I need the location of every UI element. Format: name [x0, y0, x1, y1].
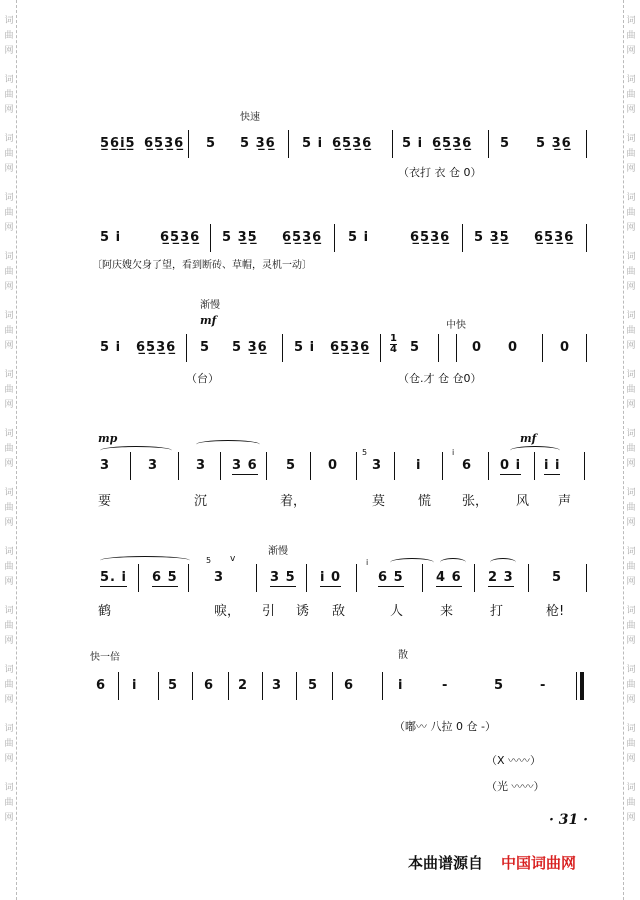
watermark-char: 曲 — [626, 208, 636, 218]
watermark-char: 网 — [4, 46, 14, 56]
watermark-char: 词 — [626, 547, 636, 557]
watermark-group — [4, 427, 13, 472]
watermark-char: 曲 — [626, 326, 636, 336]
stave-line-1 — [96, 130, 588, 160]
watermark-char: 曲 — [626, 385, 636, 395]
barline — [474, 564, 475, 592]
watermark-char: 曲 — [626, 739, 636, 749]
watermark-char: 网 — [4, 636, 14, 646]
note-group: i 0 — [320, 570, 342, 585]
barline — [586, 564, 587, 592]
watermark-group — [4, 545, 13, 590]
note-group: 6̲5̲3̲6̲ — [410, 230, 451, 245]
barline — [394, 452, 395, 480]
stave-line-6 — [96, 672, 588, 702]
watermark-char: 词 — [4, 134, 14, 144]
tempo-mark: 渐慢 — [200, 300, 220, 311]
watermark-group — [626, 14, 635, 59]
lyric: 人 — [390, 604, 404, 619]
note-group: 5 i — [348, 230, 370, 245]
watermark-char: 词 — [4, 370, 14, 380]
watermark-char: 词 — [626, 16, 636, 26]
watermark-char: 曲 — [626, 798, 636, 808]
watermark-char: 曲 — [4, 444, 14, 454]
watermark-char: 曲 — [626, 444, 636, 454]
watermark-char: 网 — [4, 813, 14, 823]
tempo-mark: 快速 — [240, 112, 260, 123]
stave-line-2 — [96, 224, 588, 254]
watermark-group — [4, 722, 13, 767]
grace-note: i — [452, 448, 455, 457]
lyric: 敌 — [332, 604, 346, 619]
lyric: 来 — [440, 604, 454, 619]
note-group: 0 — [472, 340, 483, 355]
note-group: 6̲5̲3̲6̲ — [330, 340, 371, 355]
tempo-mark: 快一倍 — [90, 652, 120, 663]
barline — [392, 130, 393, 158]
barline — [178, 452, 179, 480]
watermark-group — [626, 73, 635, 118]
stave-line-4 — [96, 448, 588, 482]
watermark-char: 曲 — [4, 267, 14, 277]
barline — [422, 564, 423, 592]
note: 3 — [196, 458, 207, 473]
barline — [534, 452, 535, 480]
stage-direction: 〔阿庆嫂欠身了望，看到断砖、草帽，灵机一动〕 — [92, 260, 312, 271]
note: 3 — [272, 678, 283, 693]
barline — [220, 452, 221, 480]
watermark-char: 网 — [626, 459, 636, 469]
barline — [228, 672, 229, 700]
watermark-char: 网 — [626, 341, 636, 351]
note: 3 — [214, 570, 225, 585]
percussion-line: （仓.才 仓 仓0） — [398, 372, 482, 385]
note: 5 — [168, 678, 179, 693]
slur — [196, 440, 260, 449]
barline — [296, 672, 297, 700]
watermark-char: 网 — [4, 695, 14, 705]
grace-note: 5 — [206, 556, 212, 565]
barline — [382, 672, 383, 700]
watermark-group — [4, 14, 13, 59]
footer-site: 中国词曲网 — [501, 854, 577, 872]
watermark-char: 网 — [626, 164, 636, 174]
barline — [438, 334, 439, 362]
watermark-group — [4, 781, 13, 826]
barline — [282, 334, 283, 362]
barline — [586, 224, 587, 252]
lyric: 唳， — [214, 604, 241, 619]
note-group: 5 i — [100, 230, 122, 245]
watermark-char: 词 — [626, 429, 636, 439]
watermark-group — [626, 604, 635, 649]
note-group: 6̲5̲3̲6̲ — [432, 136, 473, 151]
note: 3 — [100, 458, 111, 473]
watermark-group — [626, 663, 635, 708]
watermark-char: 曲 — [4, 562, 14, 572]
barline — [462, 224, 463, 252]
note-group: 2 3 — [488, 570, 514, 585]
note: 5 — [308, 678, 319, 693]
note-group: 6̲5̲3̲6̲ — [160, 230, 201, 245]
note-group: 4 6 — [436, 570, 462, 585]
final-barline — [580, 672, 584, 700]
note-group: 0 — [560, 340, 571, 355]
barline — [188, 564, 189, 592]
watermark-char: 网 — [4, 754, 14, 764]
watermark-group — [626, 427, 635, 472]
note-group: i i — [544, 458, 561, 473]
watermark-group — [4, 132, 13, 177]
note-group: 5 3̲6̲ — [536, 136, 572, 151]
watermark-char: 词 — [626, 606, 636, 616]
time-signature-bottom: 4 — [390, 344, 397, 355]
barline — [576, 672, 577, 700]
grace-note: 5 — [362, 448, 368, 457]
note-group: 5 — [200, 340, 211, 355]
watermark-char: 词 — [4, 75, 14, 85]
note: i — [416, 458, 422, 473]
watermark-char: 词 — [4, 429, 14, 439]
note-group: 5 3̲6̲ — [240, 136, 276, 151]
barline — [130, 452, 131, 480]
watermark-char: 曲 — [626, 503, 636, 513]
dynamic-mark: mf — [200, 314, 217, 327]
note: 6 — [204, 678, 215, 693]
watermark-group — [4, 191, 13, 236]
barline — [380, 334, 381, 362]
lyric: 沉 — [194, 494, 208, 509]
note: 5 — [494, 678, 505, 693]
watermark-char: 词 — [4, 16, 14, 26]
footer-credit — [408, 852, 576, 873]
lyric: 引 — [262, 604, 276, 619]
note: 2 — [238, 678, 249, 693]
note: 5 — [286, 458, 297, 473]
note: 6 — [96, 678, 107, 693]
watermark-char: 词 — [626, 665, 636, 675]
watermark-char: 网 — [626, 46, 636, 56]
watermark-group — [4, 368, 13, 413]
watermark-group — [4, 309, 13, 354]
barline — [528, 564, 529, 592]
watermark-char: 网 — [4, 459, 14, 469]
watermark-char: 词 — [4, 606, 14, 616]
barline — [584, 452, 585, 480]
barline — [192, 672, 193, 700]
note-group: 0 i — [500, 458, 522, 473]
note: 6 — [344, 678, 355, 693]
dynamic-mark: mp — [98, 432, 118, 445]
note-group: 5 — [410, 340, 421, 355]
watermark-char: 曲 — [626, 621, 636, 631]
barline — [256, 564, 257, 592]
watermark-char: 网 — [4, 518, 14, 528]
watermark-char: 词 — [4, 665, 14, 675]
watermark-char: 词 — [4, 488, 14, 498]
grace-note: i — [366, 558, 369, 567]
note-group: 5 3̲5̲ — [222, 230, 258, 245]
note-group: 6 5 — [152, 570, 178, 585]
watermark-char: 网 — [4, 223, 14, 233]
barline — [118, 672, 119, 700]
watermark-char: 网 — [626, 400, 636, 410]
lyric: 要 — [98, 494, 112, 509]
watermark-char: 网 — [626, 754, 636, 764]
tempo-mark: 渐慢 — [268, 546, 288, 557]
barline — [442, 452, 443, 480]
watermark-group — [626, 191, 635, 236]
barline — [210, 224, 211, 252]
note-group: 6̲5̲3̲6̲ — [332, 136, 373, 151]
watermark-char: 曲 — [4, 31, 14, 41]
note-group: 6̲5̲3̲6̲ — [144, 136, 185, 151]
watermark-char: 网 — [4, 577, 14, 587]
watermark-char: 曲 — [4, 326, 14, 336]
watermark-group — [626, 781, 635, 826]
watermark-char: 曲 — [4, 621, 14, 631]
note-group: 5 — [500, 136, 511, 151]
watermark-char: 网 — [4, 341, 14, 351]
watermark-char: 词 — [4, 252, 14, 262]
watermark-char: 曲 — [626, 149, 636, 159]
watermark-char: 曲 — [4, 149, 14, 159]
lyric: 枪! — [546, 604, 565, 619]
watermark-group — [4, 73, 13, 118]
right-watermark-strip — [623, 0, 638, 900]
watermark-char: 词 — [626, 488, 636, 498]
barline — [186, 334, 187, 362]
time-signature — [390, 334, 397, 355]
barline — [334, 224, 335, 252]
note-group: 5 i — [294, 340, 316, 355]
barline — [310, 452, 311, 480]
watermark-group — [626, 132, 635, 177]
lyric: 张， — [462, 494, 489, 509]
lyric: 着， — [280, 494, 307, 509]
watermark-group — [626, 250, 635, 295]
watermark-char: 词 — [4, 783, 14, 793]
barline — [586, 334, 587, 362]
page-number: · 31 · — [549, 812, 588, 828]
note: - — [540, 678, 547, 693]
note: 6 — [462, 458, 473, 473]
watermark-char: 曲 — [626, 31, 636, 41]
tempo-mark: 中快 — [446, 320, 466, 331]
watermark-char: 曲 — [626, 562, 636, 572]
watermark-char: 网 — [626, 695, 636, 705]
watermark-group — [4, 663, 13, 708]
watermark-char: 曲 — [4, 503, 14, 513]
breath-mark: v — [230, 554, 236, 564]
note: i — [398, 678, 404, 693]
watermark-char: 曲 — [4, 90, 14, 100]
note-group: 6̲5̲3̲6̲ — [282, 230, 323, 245]
note: i — [132, 678, 138, 693]
barline — [356, 564, 357, 592]
barline — [332, 672, 333, 700]
watermark-char: 网 — [4, 282, 14, 292]
watermark-char: 网 — [4, 400, 14, 410]
watermark-char: 词 — [626, 252, 636, 262]
watermark-char: 曲 — [626, 680, 636, 690]
note: 5 — [552, 570, 563, 585]
note: 3 — [148, 458, 159, 473]
watermark-char: 词 — [626, 783, 636, 793]
watermark-char: 网 — [626, 518, 636, 528]
watermark-group — [626, 722, 635, 767]
watermark-char: 网 — [626, 223, 636, 233]
watermark-char: 词 — [626, 370, 636, 380]
watermark-char: 曲 — [626, 90, 636, 100]
barline — [356, 452, 357, 480]
stave-line-3 — [96, 334, 588, 364]
note-group: 5 i — [402, 136, 424, 151]
barline — [266, 452, 267, 480]
percussion-line: （X 〰〰） — [486, 754, 542, 767]
barline — [306, 564, 307, 592]
watermark-char: 词 — [626, 724, 636, 734]
percussion-line: （光 〰〰） — [486, 780, 545, 793]
watermark-char: 词 — [4, 547, 14, 557]
percussion-line: （衣打 衣 仓 0） — [398, 166, 482, 179]
left-watermark-strip — [2, 0, 17, 900]
note-group: 5. i — [100, 570, 127, 585]
watermark-char: 网 — [626, 105, 636, 115]
note-group: 6 5 — [378, 570, 404, 585]
watermark-char: 网 — [626, 636, 636, 646]
barline — [586, 130, 587, 158]
note-group: 5 i — [302, 136, 324, 151]
watermark-char: 词 — [626, 75, 636, 85]
watermark-group — [626, 545, 635, 590]
note-group: 6̲5̲3̲6̲ — [136, 340, 177, 355]
watermark-group — [4, 604, 13, 649]
barline — [288, 130, 289, 158]
lyric: 打 — [490, 604, 504, 619]
tempo-mark: 散 — [398, 650, 408, 661]
note-group: 5 3̲5̲ — [474, 230, 510, 245]
watermark-char: 网 — [4, 105, 14, 115]
watermark-char: 词 — [626, 134, 636, 144]
stave-line-5 — [96, 554, 588, 594]
watermark-char: 词 — [4, 311, 14, 321]
note-group: 5 3̲6̲ — [232, 340, 268, 355]
barline — [262, 672, 263, 700]
watermark-group — [4, 250, 13, 295]
dynamic-mark: mf — [520, 432, 537, 445]
watermark-char: 曲 — [4, 680, 14, 690]
barline — [138, 564, 139, 592]
percussion-line: （嘟〰 八拉 0 仓 -） — [394, 720, 496, 733]
watermark-group — [4, 486, 13, 531]
watermark-group — [626, 309, 635, 354]
watermark-char: 网 — [626, 577, 636, 587]
lyric: 诱 — [296, 604, 310, 619]
note-group: 0 — [508, 340, 519, 355]
time-signature-top: 1 — [390, 333, 397, 344]
watermark-char: 曲 — [4, 208, 14, 218]
lyric: 莫 — [372, 494, 386, 509]
watermark-char: 曲 — [4, 385, 14, 395]
note-group: 3 6 — [232, 458, 258, 473]
percussion-line: （台） — [186, 372, 219, 385]
watermark-char: 词 — [4, 193, 14, 203]
barline — [488, 130, 489, 158]
watermark-char: 曲 — [4, 798, 14, 808]
lyric: 风 — [516, 494, 530, 509]
watermark-char: 词 — [4, 724, 14, 734]
note-group: 6̲5̲3̲6̲ — [534, 230, 575, 245]
note-group: 5 — [206, 136, 217, 151]
lyric: 鹤 — [98, 604, 112, 619]
barline — [158, 672, 159, 700]
watermark-char: 网 — [4, 164, 14, 174]
barline — [188, 130, 189, 158]
lyric: 声 — [558, 494, 572, 509]
note: - — [442, 678, 449, 693]
barline — [488, 452, 489, 480]
note-group: 5 i — [100, 340, 122, 355]
barline — [456, 334, 457, 362]
lyric: 慌 — [418, 494, 432, 509]
note: 3 — [372, 458, 383, 473]
watermark-char: 词 — [626, 193, 636, 203]
watermark-char: 网 — [626, 813, 636, 823]
note: 0 — [328, 458, 339, 473]
watermark-char: 曲 — [4, 739, 14, 749]
watermark-group — [626, 486, 635, 531]
watermark-char: 曲 — [626, 267, 636, 277]
note-group: 3 5 — [270, 570, 296, 585]
note-group: 5̲6̲i̲5̲ — [100, 136, 136, 151]
footer-source: 本曲谱源自 — [408, 854, 484, 872]
watermark-group — [626, 368, 635, 413]
watermark-char: 词 — [626, 311, 636, 321]
watermark-char: 网 — [626, 282, 636, 292]
barline — [542, 334, 543, 362]
